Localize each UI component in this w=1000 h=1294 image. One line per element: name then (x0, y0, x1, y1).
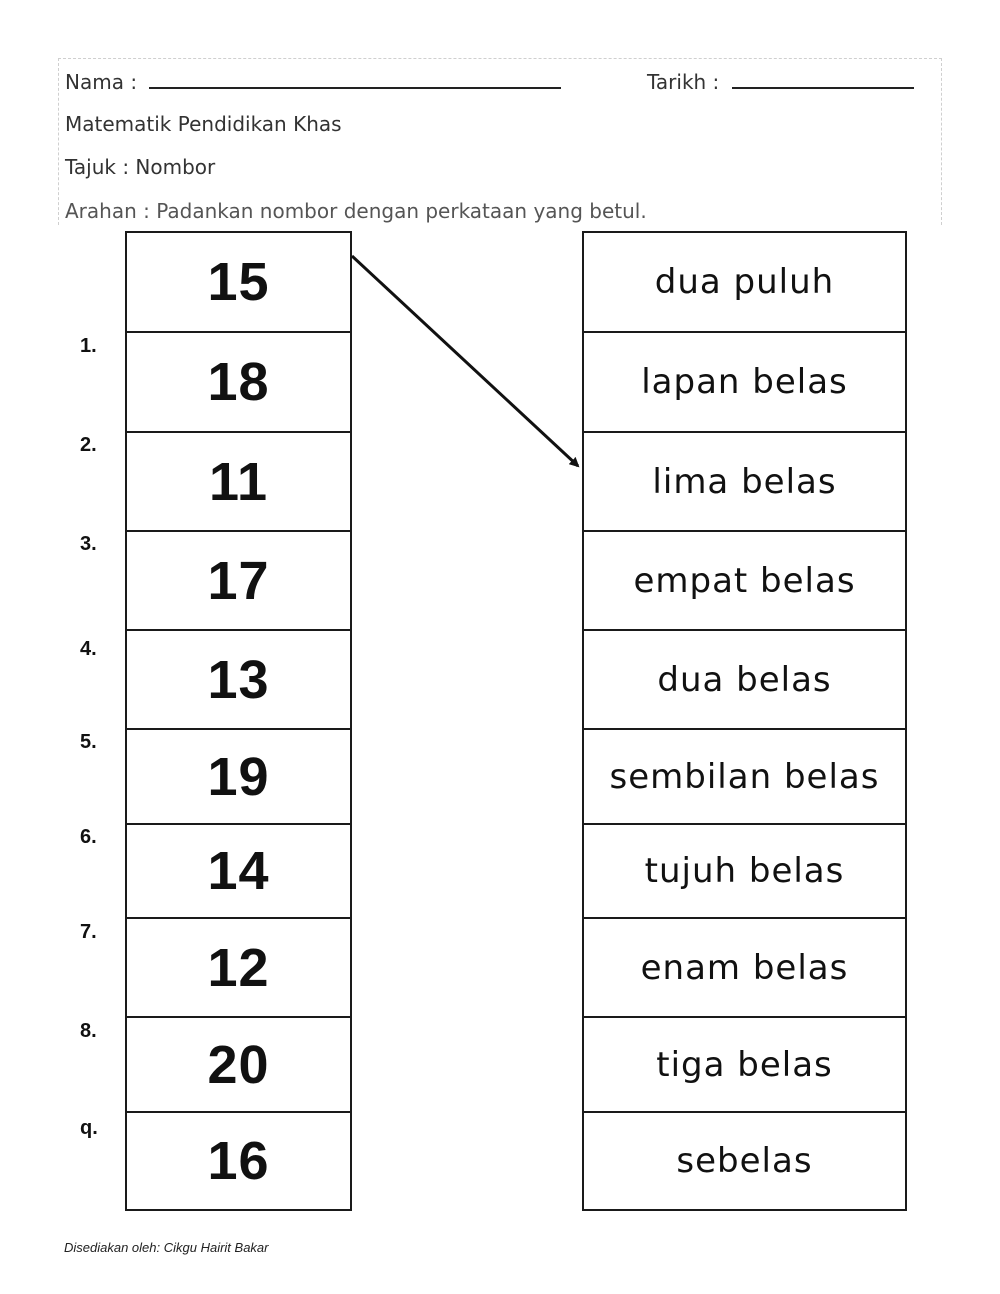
number-text: 16 (207, 1131, 270, 1191)
question-number: q. (80, 1117, 98, 1139)
question-number: 5. (80, 731, 97, 753)
name-label: Nama : (65, 70, 138, 94)
question-number: 1. (80, 335, 97, 357)
number-text: 13 (207, 649, 270, 710)
number-text: 17 (207, 550, 270, 611)
number-text: 15 (207, 252, 270, 312)
question-number: 6. (80, 826, 97, 848)
subject-title: Matematik Pendidikan Khas (65, 112, 342, 136)
question-number: 7. (80, 921, 97, 943)
question-number: 2. (80, 434, 97, 456)
word-text: empat belas (633, 560, 856, 601)
number-text: 20 (207, 1034, 270, 1095)
number-text: 12 (207, 937, 270, 998)
credit-text: Disediakan oleh: Cikgu Hairit Bakar (64, 1240, 269, 1255)
word-text: enam belas (640, 947, 849, 988)
word-text: dua belas (657, 659, 832, 700)
number-text: 11 (208, 451, 269, 512)
number-text: 18 (207, 352, 270, 412)
question-number: 4. (80, 638, 97, 660)
instruction-text: Arahan : Padankan nombor dengan perkataan yang betul. (65, 199, 647, 223)
word-text: sembilan belas (609, 756, 880, 797)
number-text: 19 (207, 746, 270, 807)
word-text: dua puluh (654, 262, 835, 302)
topic-title: Tajuk : Nombor (65, 155, 216, 179)
word-text: tiga belas (656, 1044, 833, 1085)
arrow-line (352, 256, 578, 466)
word-text: sebelas (676, 1141, 813, 1181)
question-number: 8. (80, 1020, 97, 1042)
question-number: 3. (80, 533, 97, 555)
word-text: lima belas (652, 461, 837, 502)
date-label: Tarikh : (647, 70, 720, 94)
number-text: 14 (207, 841, 270, 901)
word-text: lapan belas (641, 362, 848, 402)
word-text: tujuh belas (644, 851, 845, 891)
